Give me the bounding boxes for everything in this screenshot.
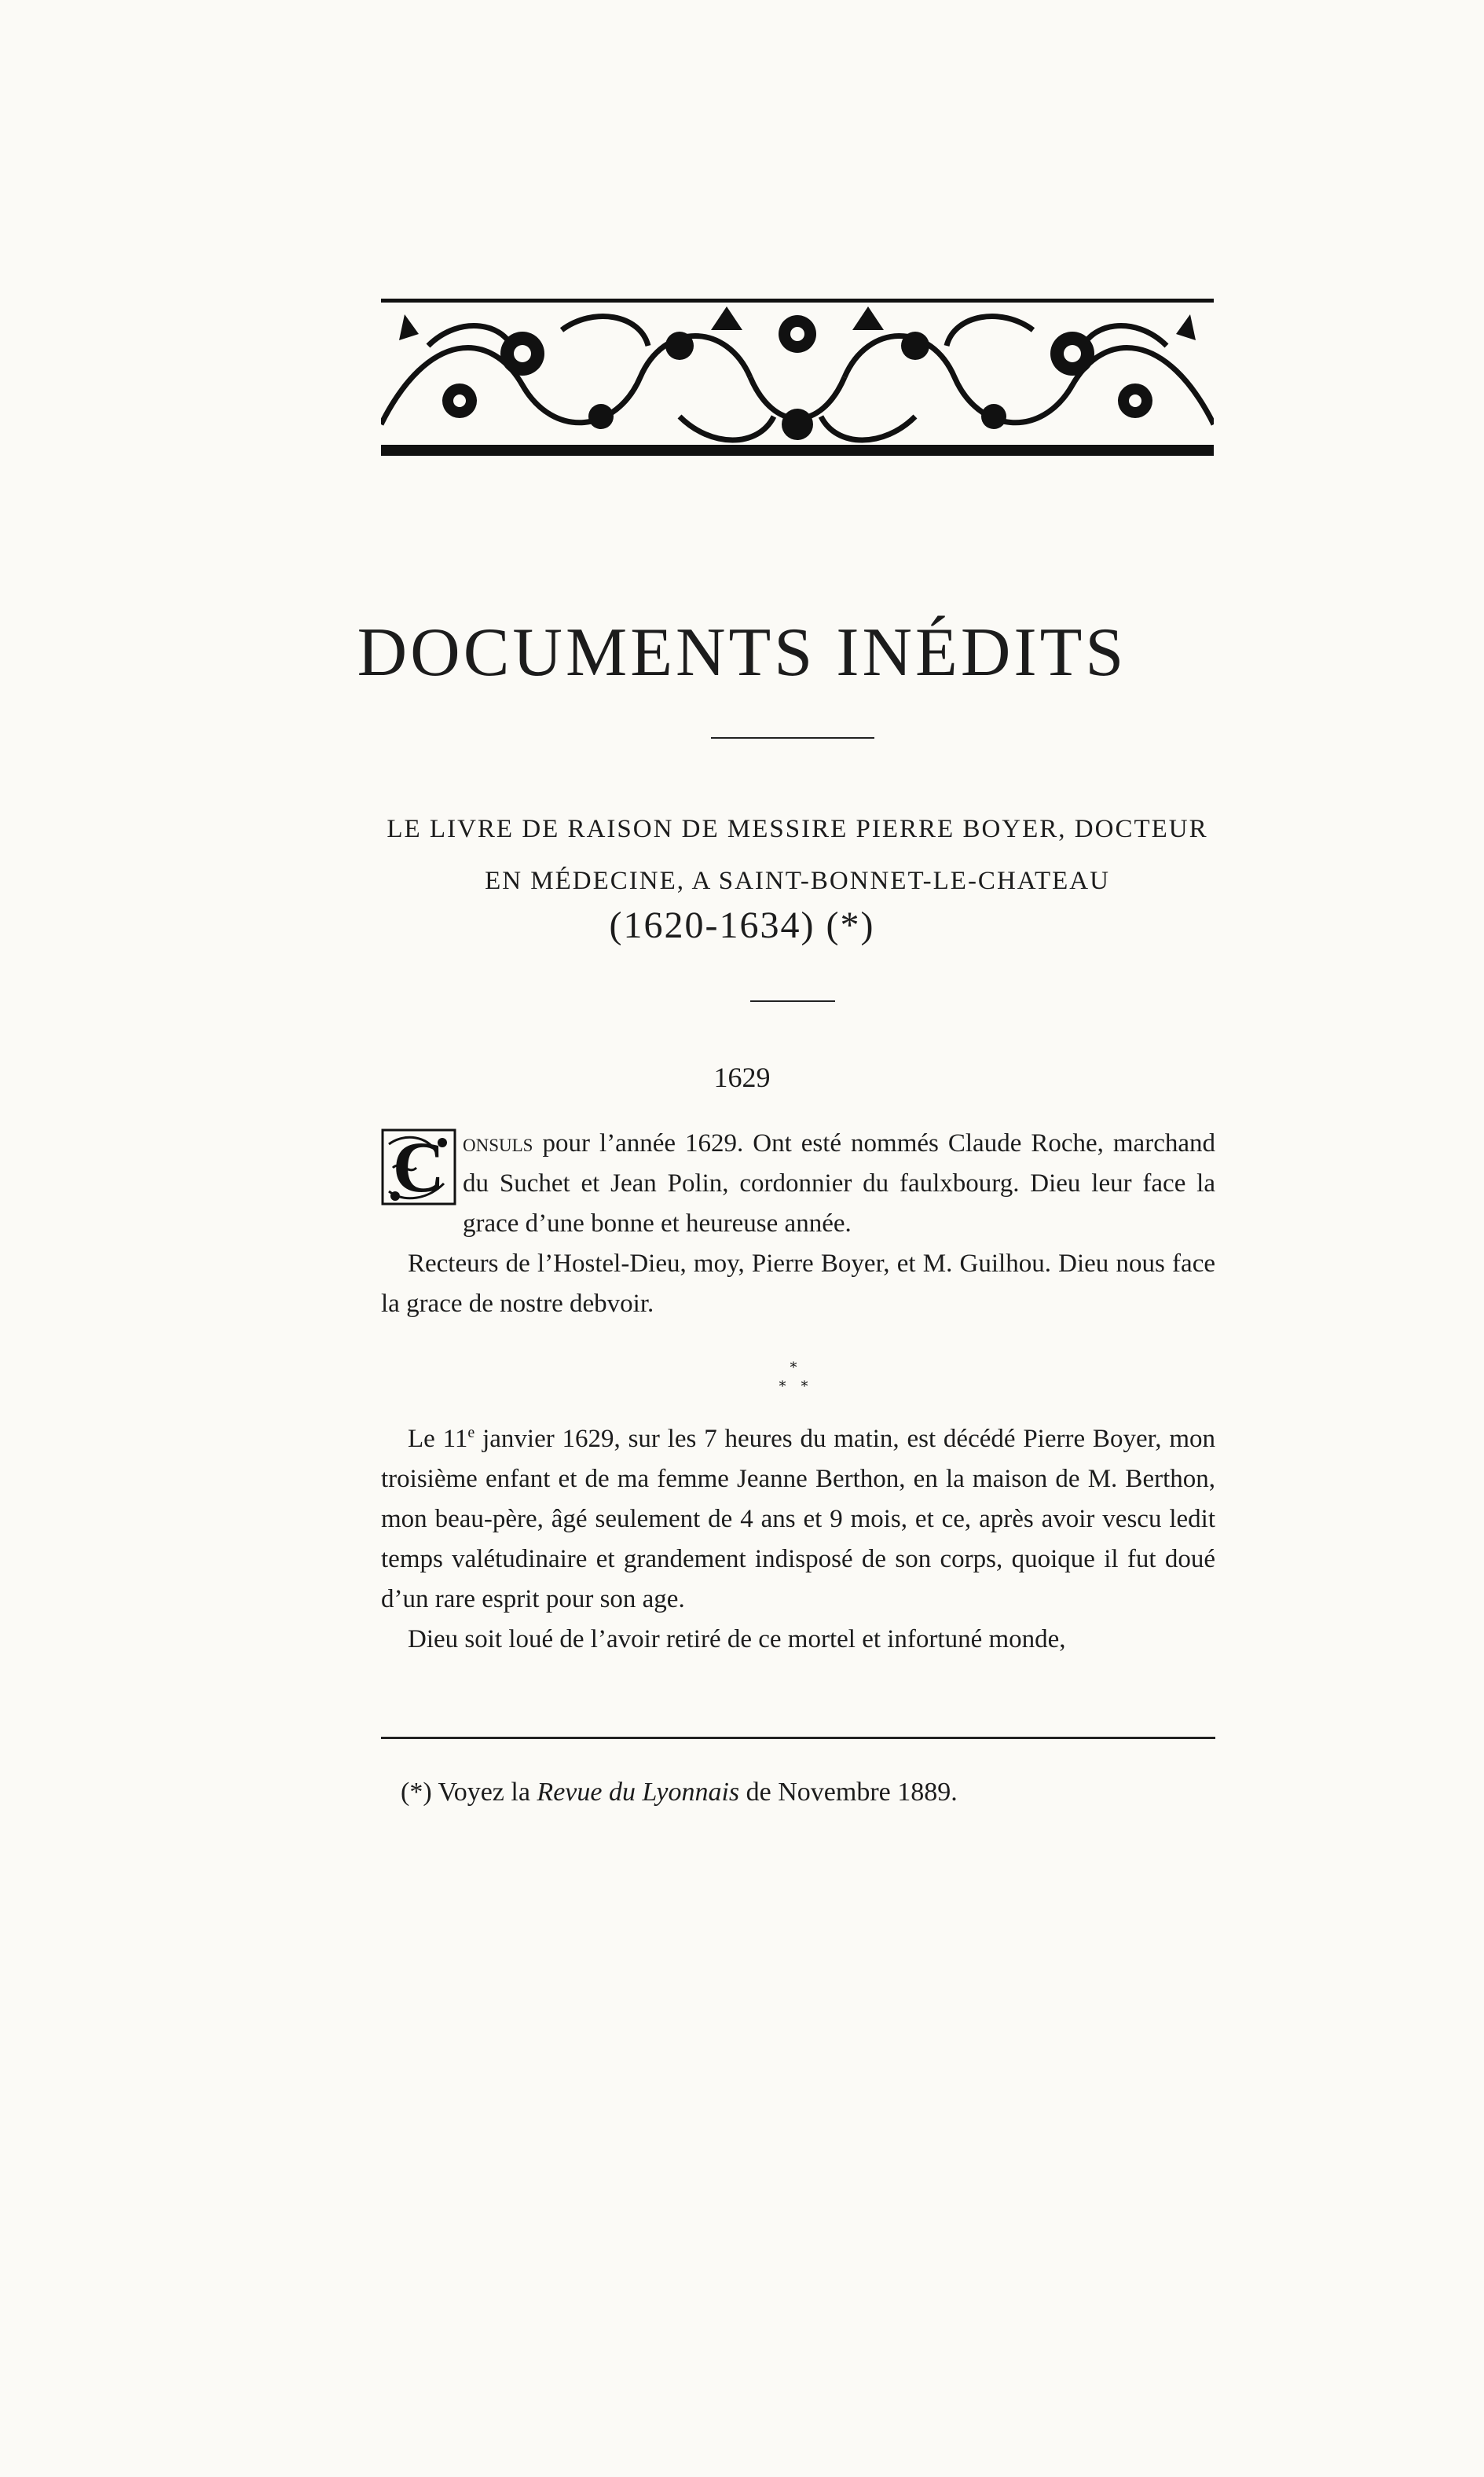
page-title: DOCUMENTS INÉDITS [357, 615, 1127, 691]
paragraph-deces-start: Le 11 [408, 1425, 468, 1453]
body-section-1 [381, 1124, 1215, 1324]
subtitle [380, 803, 1215, 907]
paragraph-lead-smallcaps: onsuls [463, 1129, 533, 1158]
svg-text:*: * [790, 1360, 797, 1376]
paragraph-consuls-text: pour l’année 1629. Ont esté nommés Claude Roche, marchand du Suchet et Jean Polin, cordonnier du faulxbourg. Dieu leur face la grace d’une bonne et heureuse année. [463, 1129, 1215, 1238]
asterism-icon [770, 1360, 817, 1396]
ornamental-headpiece [381, 299, 1214, 456]
subtitle-line-1: LE LIVRE DE RAISON DE MESSIRE PIERRE BOYER, DOCTEUR [387, 815, 1208, 843]
footnote-prefix: (*) Voyez la [401, 1778, 537, 1807]
svg-text:*: * [779, 1378, 786, 1395]
body-section-2 [381, 1413, 1215, 1660]
paragraph-recteurs: Recteurs de l’Hostel-Dieu, moy, Pierre Boyer, et M. Guilhou. Dieu nous face la grace de nostre debvoir. [381, 1250, 1215, 1318]
footnote [401, 1778, 958, 1807]
paragraph-consuls [381, 1124, 1215, 1244]
footnote-divider [381, 1737, 1215, 1739]
year-heading: 1629 [713, 1062, 771, 1093]
paragraph-dieu: Dieu soit loué de l’avoir retiré de ce mortel et infortuné monde, [408, 1625, 1066, 1653]
title-divider [711, 737, 874, 739]
subtitle-divider [750, 1000, 835, 1002]
footnote-date: Novembre 1889. [778, 1778, 958, 1807]
paragraph-deces [381, 1413, 1215, 1620]
subtitle-line-2: EN MÉDECINE, A SAINT-BONNET-LE-CHATEAU [485, 867, 1110, 895]
ordinal-superscript: e [467, 1424, 475, 1441]
drop-cap: C [381, 1128, 456, 1205]
date-range: (1620-1634) (*) [609, 905, 875, 946]
svg-text:*: * [801, 1378, 808, 1395]
paragraph-deces-text: janvier 1629, sur les 7 heures du matin, est décédé Pierre Boyer, mon troisième enfant et de ma femme Jeanne Berthon, en la maison de M. Berthon, mon beau-père, âgé seulement de 4 ans et 9 mois, et ce, après avoir vescu ledit temps valétudinaire et grandement indisposé de son corps, quoique il fut doué d’un rare esprit pour son age. [381, 1425, 1215, 1613]
footnote-middle: de [739, 1778, 779, 1807]
footnote-journal-title: Revue du Lyonnais [537, 1778, 740, 1807]
